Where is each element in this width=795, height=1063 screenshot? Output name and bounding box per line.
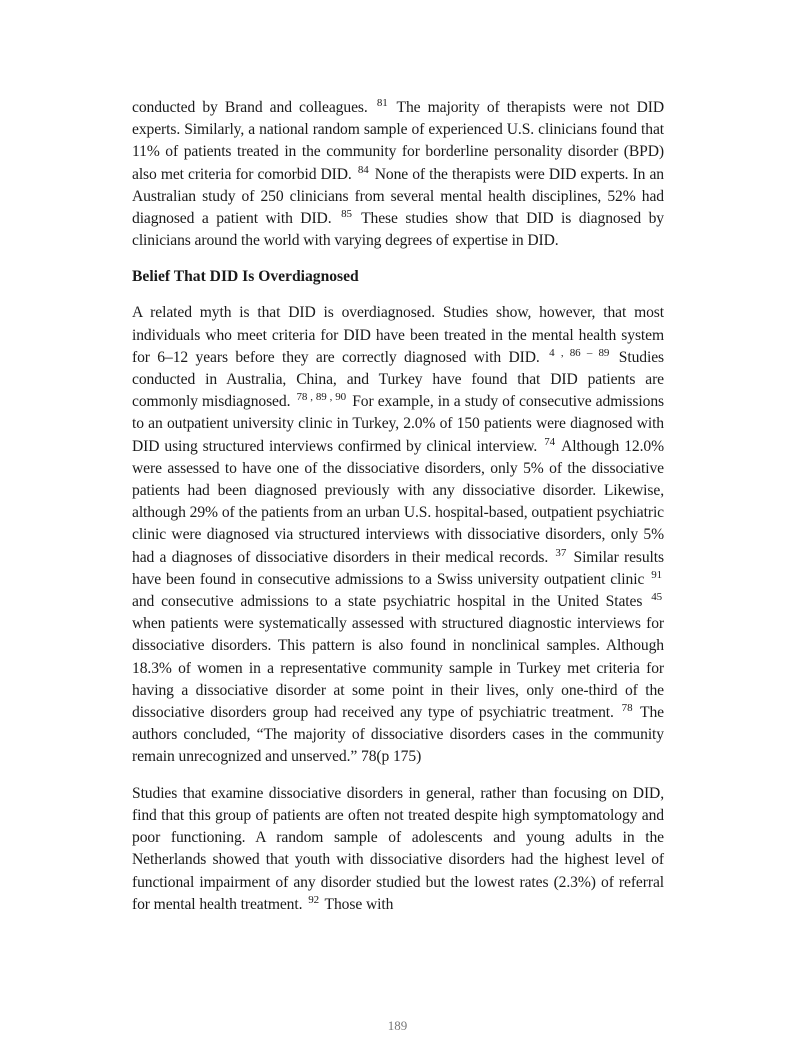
citation-superscript: 4 , 86 – 89: [549, 346, 610, 359]
paragraph-text: Those with: [321, 895, 394, 913]
document-page: [132, 97, 664, 916]
page-number: 189: [387, 1018, 408, 1033]
citation-superscript: 37: [555, 546, 567, 559]
paragraph-text: when patients were systematically assessed with structured diagnostic interviews for dissociative disorders. This pattern is also found in nonclinical samples. Although 18.3% of women in a representative community sample in Turkey met criteria for having a dissociative disorder at some point in their lives, only one-third of the dissociative disorders group had received any type of psychiatric treatment.: [132, 615, 664, 722]
paragraph-text: Although 12.0% were assessed to have one of the dissociative disorders, only 5% of the dissociative patients had been diagnosed previously with any dissociative disorder. Likewise, although 29% of the patients from an urban U.S. hospital-based, outpatient psychiatric clinic were diagnosed via structured interviews with dissociative disorders, only 5% had a diagnoses of dissociative disorders in their medical records.: [132, 437, 664, 566]
citation-superscript: 45: [651, 591, 662, 604]
citation-superscript: 91: [651, 568, 662, 581]
paragraph-text: Studies conducted in Australia, China, and Turkey have found that DID patients are commonly misdiagnosed.: [132, 348, 664, 411]
citation-superscript: 81: [376, 96, 388, 109]
paragraph-text: conducted by Brand and colleagues.: [132, 99, 375, 116]
paragraph-text: Studies that examine dissociative disorders in general, rather than focusing on DID, find that this group of patients are often not treated despite high symptomatology and poor functioning. A random sample of adolescents and young adults in the Netherlands showed that youth with dissociative disorders had the highest level of functional impairment of any disorder studied but the lowest rates (2.3%) of referral for mental health treatment.: [132, 784, 664, 913]
paragraph-gap: [132, 769, 664, 783]
paragraph-text: None of the therapists were DID experts. In an Australian study of 250 clinicians from several mental health disciplines, 52% had diagnosed a patient with DID.: [132, 165, 664, 228]
paragraph-text: and consecutive admissions to a state psychiatric hospital in the United States: [132, 593, 650, 611]
section-heading: Belief That DID Is Overdiagnosed: [132, 268, 359, 286]
citation-superscript: 84: [357, 163, 369, 176]
citation-superscript: 74: [544, 435, 556, 448]
citation-superscript: 85: [341, 207, 352, 220]
paragraph-intro: [132, 97, 664, 252]
paragraph-text: These studies show that DID is diagnosed by clinicians around the world with varying degrees of expertise in DID.: [132, 210, 664, 250]
paragraph-text: Similar results have been found in consecutive admissions to a Swiss university outpatient clinic: [132, 548, 664, 588]
paragraph-overdiagnosed-myth: [132, 302, 664, 768]
paragraph-text: A related myth is that DID is overdiagnosed. Studies show, however, that most individuals who meet criteria for DID have been treated in the mental health system for 6–12 years before they are correctly diagnosed with DID.: [132, 304, 664, 366]
paragraph-text: For example, in a study of consecutive admissions to an outpatient university clinic in Turkey, 2.0% of 150 patients were diagnosed with DID using structured interviews confirmed by clinical interview.: [132, 393, 664, 455]
paragraph-text: The authors concluded, “The majority of dissociative disorders cases in the community remain unrecognized and unserved.” 78(p 175): [132, 704, 664, 766]
citation-superscript: 92: [308, 893, 320, 906]
paragraph-text: The majority of therapists were not DID experts. Similarly, a national random sample of experienced U.S. clinicians found that 11% of patients treated in the community for borderline personality disorder (BPD) also met criteria for comorbid DID.: [132, 99, 665, 183]
citation-superscript: 78 , 89 , 90: [296, 391, 347, 404]
paragraph-dissociative-general: [132, 783, 664, 916]
citation-superscript: 78: [621, 702, 633, 715]
paragraph-gap: [132, 252, 664, 266]
